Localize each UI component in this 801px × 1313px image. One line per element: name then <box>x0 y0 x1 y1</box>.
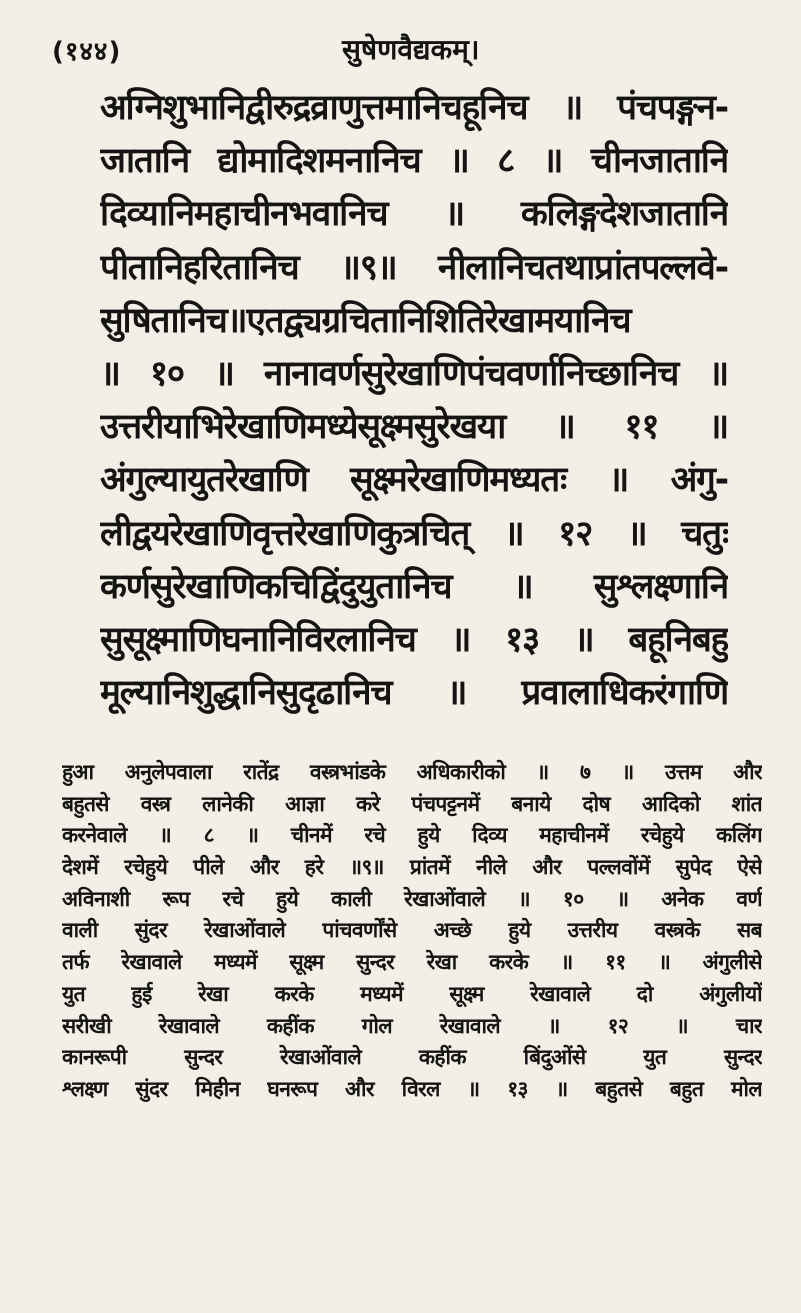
commentary-line: सरीखी रेखावाले कहींक गोल रेखावाले ॥ १२ ॥ चार <box>62 1013 762 1038</box>
commentary-line: श्लक्ष्ण सुंदर मिहीन घनरूप और विरल ॥ १३ ॥ बहुतसे बहुत मोल <box>62 1076 762 1101</box>
commentary-line: बहुतसे वस्त्र लानेकी आज्ञा करे पंचपट्टनमें बनाये दोष आदिको शांत <box>62 791 762 816</box>
hindi-commentary-block <box>62 757 762 1106</box>
sanskrit-line: अंगुल्यायुतरेखाणि सूक्ष्मरेखाणिमध्यतः ॥ अंगु- <box>100 460 728 501</box>
sanskrit-line: सुषितानिच॥एतद्व्यग्रचितानिशितिरेखामयानिच <box>100 300 631 341</box>
commentary-line: देशमें रचेहुये पीले और हरे ॥९॥ प्रांतमें नीले और पल्लवोंमें सुपेद ऐसे <box>62 855 762 880</box>
sanskrit-line: सुसूक्ष्माणिघनानिविरलानिच ॥ १३ ॥ बहूनिबहु <box>100 619 728 660</box>
commentary-line: करनेवाले ॥ ८ ॥ चीनमें रचे हुये दिव्य महाचीनमें रचेहुये कलिंग <box>62 823 762 848</box>
page-number: (१४४) <box>52 37 122 67</box>
page-header <box>52 28 752 72</box>
commentary-line: कानरूपी सुन्दर रेखाओंवाले कहींक बिंदुओंसे युत सुन्दर <box>62 1045 762 1070</box>
running-title: सुषेणवैद्यकम्। <box>342 33 480 66</box>
commentary-line: हुआ अनुलेपवाला रातेंद्र वस्त्रभांडके अधिकारीको ॥ ७ ॥ उत्तम और <box>62 760 762 784</box>
sanskrit-line: कर्णसुरेखाणिकचिद्विंदुयुतानिच ॥ सुश्लक्ष्णानि <box>100 566 728 607</box>
sanskrit-line: जातानि द्योमादिशमनानिच ॥ ८ ॥ चीनजातानि <box>100 141 728 182</box>
commentary-line: अविनाशी रूप रचे हुये काली रेखाओंवाले ॥ १० ॥ अनेक वर्ण <box>62 886 762 911</box>
sanskrit-line: दिव्यानिमहाचीनभवानिच ॥ कलिङ्गदेशजातानि <box>100 194 728 235</box>
sanskrit-line: पीतानिहरितानिच ॥९॥ नीलानिचतथाप्रांतपल्लवे- <box>100 247 728 288</box>
commentary-line: तर्फ रेखावाले मध्यमें सूक्ष्म सुन्दर रेखा करके ॥ ११ ॥ अंगुलीसे <box>62 950 762 975</box>
sanskrit-verse-block <box>100 82 728 720</box>
sanskrit-line: ॥ १० ॥ नानावर्णसुरेखाणिपंचवर्णानिच्छानिच ॥ <box>100 353 728 394</box>
sanskrit-line: अग्निशुभानिद्वीरुद्रव्राणुत्तमानिचहूनिच ॥ पंचपङ्गन- <box>100 88 728 128</box>
commentary-line: युत हुई रेखा करके मध्यमें सूक्ष्म रेखावाले दो अंगुलीयों <box>62 981 762 1006</box>
commentary-line: वाली सुंदर रेखाओंवाले पांचवर्णोंसे अच्छे हुये उत्तरीय वस्त्रके सब <box>62 918 762 943</box>
sanskrit-line: लीद्वयरेखाणिवृत्तरेखाणिकुत्रचित् ॥ १२ ॥ चतुः <box>100 513 728 554</box>
sanskrit-line: उत्तरीयाभिरेखाणिमध्येसूक्ष्मसुरेखया ॥ ११ ॥ <box>100 407 728 448</box>
sanskrit-line: मूल्यानिशुद्धानिसुदृढानिच ॥ प्रवालाधिकरंगाणि <box>100 673 728 714</box>
